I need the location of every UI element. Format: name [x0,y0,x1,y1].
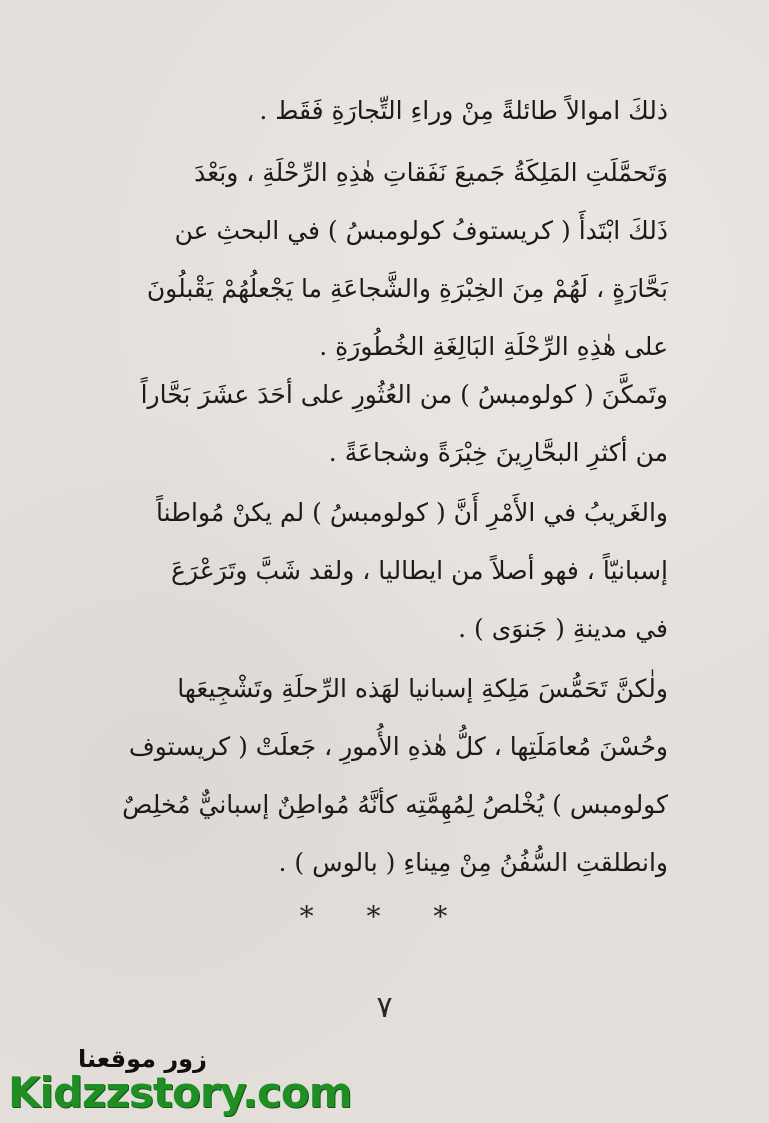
text-line: وانطلقتِ السُّفُنُ مِنْ مِيناءِ ( بالوس ) . [278,848,668,877]
text-line: كولومبس ) يُخْلصُ لِمُهِمَّتِه كأنَّهُ مُواطِنٌ إسبانيٌّ مُخلِصٌ [122,790,668,819]
watermark-site-name: Kidzzstory.com [8,1068,352,1117]
section-separator: * * * [299,900,470,933]
page-number: ٧ [376,990,393,1025]
paragraph-5 [122,660,668,892]
text-line: بَحَّارَةٍ ، لَهُمْ مِنَ الخِبْرَةِ والشَّجاعَةِ ما يَجْعلُهُمْ يَقْبلُونَ [146,274,668,303]
paragraph-1 [128,82,668,140]
text-line: على هٰذِهِ الرِّحْلَةِ البَالِغَةِ الخُطُورَةِ . [319,332,668,361]
paragraph-3 [128,366,668,482]
text-line: ذلكَ اموالاً طائلةً مِنْ وراءِ التِّجارَةِ فَقَط . [259,96,668,125]
paragraph-4 [128,484,668,658]
text-line: ولٰكنَّ تَحَمُّسَ مَلِكةِ إسبانيا لهَذه الرِّحلَةِ وتَشْجِيعَها [177,674,668,703]
text-line: وتَمكَّنَ ( كولومبسُ ) من العُثُورِ على أحَدَ عشَرَ بَحَّاراً [140,380,668,409]
text-line: والغَريبُ في الأَمْرِ أَنَّ ( كولومبسُ ) لم يكنْ مُواطناً [155,498,668,527]
text-line: ذَلكَ ابْتَدأَ ( كريستوفُ كولومبسُ ) في البحثِ عن [174,216,668,245]
watermark-arabic-text: زور موقعنا [78,1045,207,1073]
text-line: وحُسْنَ مُعامَلَتِها ، كلُّ هٰذهِ الأُمورِ ، جَعلَتْ ( كريستوف [128,732,668,761]
text-line: وَتَحمَّلَتِ المَلِكَةُ جَميعَ نَفَقاتِ هٰذِهِ الرِّحْلَةِ ، وبَعْدَ [194,158,668,187]
text-line: في مدينةِ ( جَنوَى ) . [458,614,668,643]
text-line: من أكثرِ البحَّارِينَ خِبْرَةً وشجاعَةً . [328,438,668,467]
paragraph-2 [128,144,668,376]
text-line: إسبانيّاً ، فهو أصلاً من ايطاليا ، ولقد شَبَّ وتَرَعْرَعَ [171,556,668,585]
